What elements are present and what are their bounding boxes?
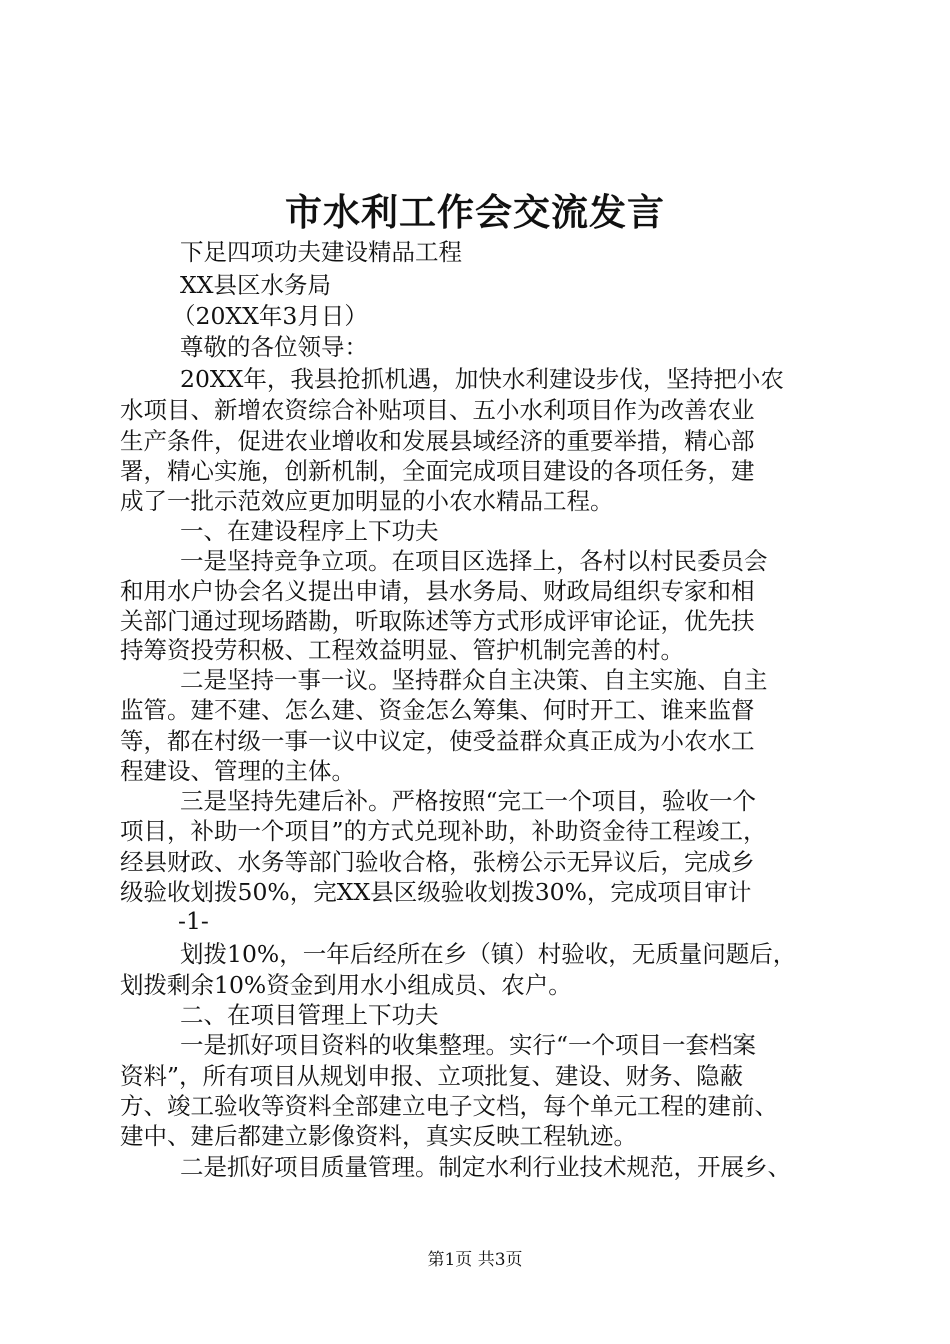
body-line: 署，精心实施，创新机制，全面完成项目建设的各项任务，建: [120, 457, 755, 485]
subtitle: 下足四项功夫建设精品工程: [180, 238, 462, 266]
section-heading: 二、在项目管理上下功夫: [180, 1001, 439, 1029]
body-line: 二是抓好项目质量管理。制定水利行业技术规范，开展乡、: [180, 1153, 791, 1181]
body-line: 20XX年，我县抢抓机遇，加快水利建设步伐，坚持把小农: [180, 365, 784, 393]
body-line: 划拨10%，一年后经所在乡（镇）村验收，无质量问题后，: [180, 940, 797, 968]
page-marker: -1-: [178, 907, 209, 935]
body-line: 一是抓好项目资料的收集整理。实行“一个项目一套档案: [180, 1031, 757, 1059]
body-line: 三是坚持先建后补。严格按照“完工一个项目，验收一个: [180, 787, 757, 815]
body-line: 水项目、新增农资综合补贴项目、五小水利项目作为改善农业: [120, 396, 755, 424]
body-line: 方、竣工验收等资料全部建立电子文档，每个单元工程的建前、: [120, 1092, 778, 1120]
body-line: 程建设、管理的主体。: [120, 757, 355, 785]
body-line: 一是坚持竞争立项。在项目区选择上，各村以村民委员会: [180, 547, 768, 575]
salutation: 尊敬的各位领导：: [180, 333, 368, 361]
page-footer: 第1页 共3页: [427, 1250, 523, 1270]
body-line: 等，都在村级一事一议中议定，使受益群众真正成为小农水工: [120, 727, 755, 755]
date-line: （20XX年3月日）: [172, 302, 368, 330]
body-line: 成了一批示范效应更加明显的小农水精品工程。: [120, 487, 614, 515]
section-heading: 一、在建设程序上下功夫: [180, 517, 439, 545]
body-line: 资料”，所有项目从规划申报、立项批复、建设、财务、隐蔽: [120, 1062, 744, 1090]
body-line: 划拨剩余10%资金到用水小组成员、农户。: [120, 971, 572, 999]
body-line: 项目，补助一个项目”的方式兑现补助，补助资金待工程竣工，: [120, 817, 767, 845]
body-line: 监管。建不建、怎么建、资金怎么筹集、何时开工、谁来监督: [120, 696, 755, 724]
body-line: 和用水户协会名义提出申请，县水务局、财政局组织专家和相: [120, 577, 755, 605]
body-line: 级验收划拨50%，完XX县区级验收划拨30%，完成项目审计: [120, 878, 752, 906]
body-line: 生产条件，促进农业增收和发展县域经济的重要举措，精心部: [120, 427, 755, 455]
body-line: 建中、建后都建立影像资料，真实反映工程轨迹。: [120, 1122, 637, 1150]
document-title: 市水利工作会交流发言: [285, 190, 665, 234]
body-line: 持筹资投劳积极、工程效益明显、管护机制完善的村。: [120, 636, 684, 664]
body-line: 关部门通过现场踏勘，听取陈述等方式形成评审论证，优先扶: [120, 607, 755, 635]
body-line: 经县财政、水务等部门验收合格，张榜公示无异议后，完成乡: [120, 848, 755, 876]
author-line: XX县区水务局: [180, 271, 331, 299]
body-line: 二是坚持一事一议。坚持群众自主决策、自主实施、自主: [180, 666, 768, 694]
